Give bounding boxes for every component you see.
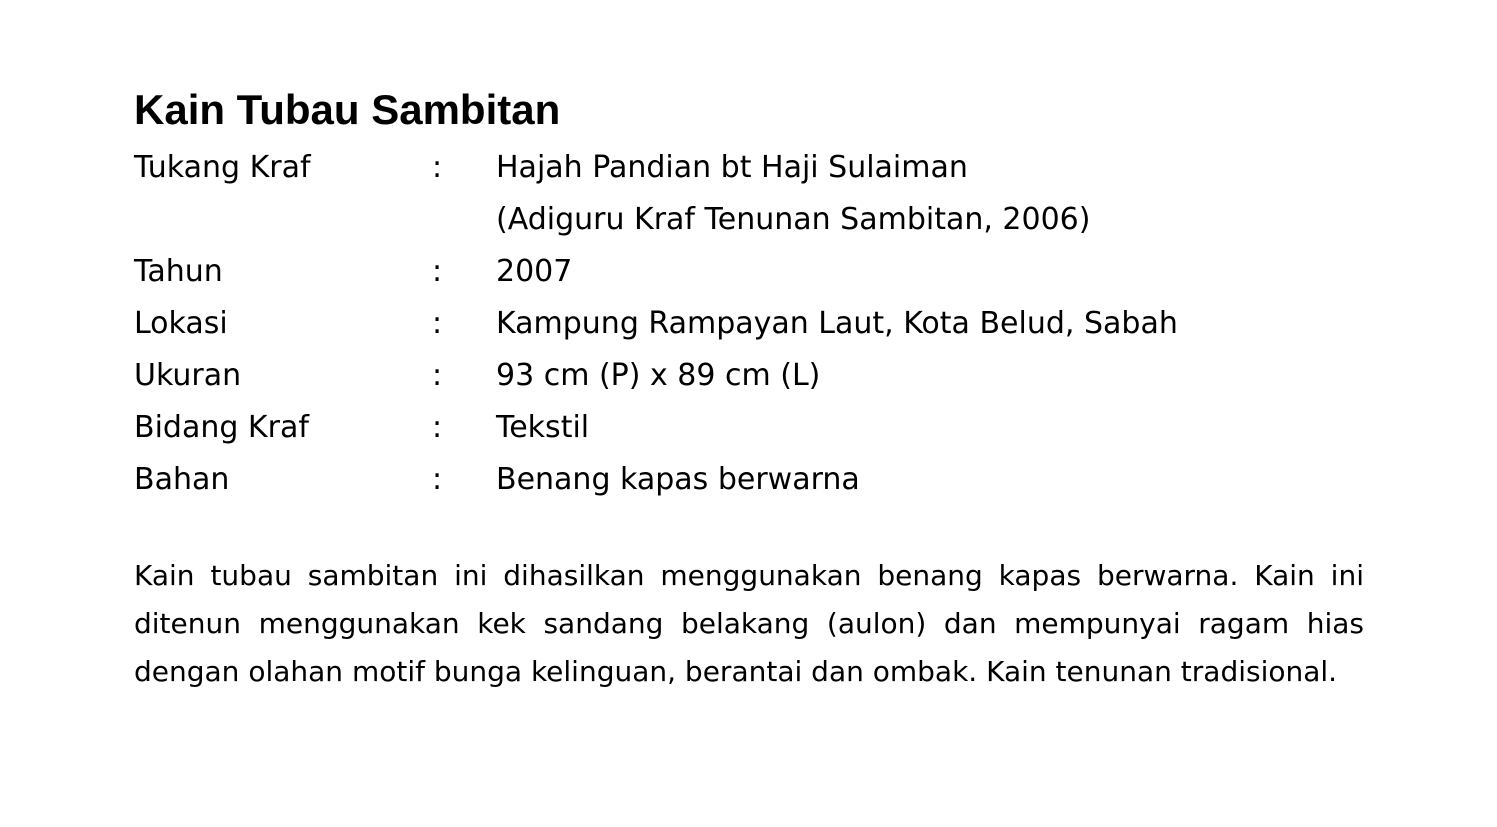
detail-label: Lokasi <box>134 306 228 341</box>
detail-value: Tekstil <box>496 410 590 445</box>
detail-label: Bahan <box>134 462 230 497</box>
detail-value: Hajah Pandian bt Haji Sulaiman <box>496 150 968 185</box>
detail-label: Tukang Kraf <box>134 150 311 185</box>
detail-value: Benang kapas berwarna <box>496 462 860 497</box>
detail-colon: : <box>432 254 443 289</box>
detail-row-tukang-kraf-note <box>134 194 1364 246</box>
detail-row-bidang-kraf <box>134 402 1364 454</box>
description-paragraph: Kain tubau sambitan ini dihasilkan menggunakan benang kapas berwarna. Kain ini ditenun menggunakan kek sandang belakang (aulon) dan mempunyai ragam hias dengan olahan motif bunga kelinguan, berantai dan ombak. Kain tenunan tradisional. <box>134 559 1364 688</box>
detail-colon: : <box>432 150 443 185</box>
detail-colon: : <box>432 410 443 445</box>
detail-value: (Adiguru Kraf Tenunan Sambitan, 2006) <box>496 202 1091 237</box>
detail-value: Kampung Rampayan Laut, Kota Belud, Sabah <box>496 306 1178 341</box>
detail-row-tahun <box>134 246 1364 298</box>
detail-label: Tahun <box>134 254 223 289</box>
detail-value: 93 cm (P) x 89 cm (L) <box>496 358 821 393</box>
detail-colon: : <box>432 358 443 393</box>
detail-colon: : <box>432 306 443 341</box>
detail-row-ukuran <box>134 350 1364 402</box>
details-table <box>134 142 1364 506</box>
detail-row-tukang-kraf <box>134 142 1364 194</box>
detail-label: Ukuran <box>134 358 242 393</box>
detail-row-bahan <box>134 454 1364 506</box>
detail-colon: : <box>432 462 443 497</box>
detail-row-lokasi <box>134 298 1364 350</box>
detail-label: Bidang Kraf <box>134 410 309 445</box>
page-title: Kain Tubau Sambitan <box>134 86 561 133</box>
detail-value: 2007 <box>496 254 573 289</box>
